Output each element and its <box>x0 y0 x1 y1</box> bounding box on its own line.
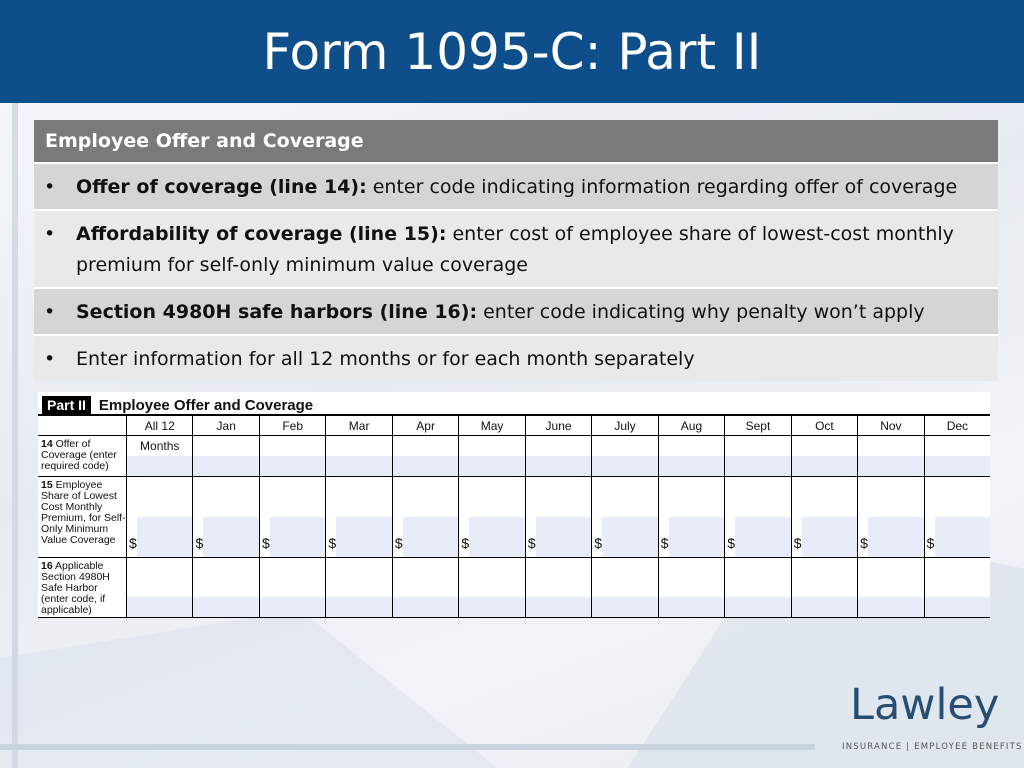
form-cell-fill <box>459 597 524 617</box>
form-cell <box>924 436 990 476</box>
form-cell <box>325 436 391 476</box>
form-cell-fill <box>260 456 325 476</box>
form-cell <box>658 436 724 476</box>
form-cell <box>724 558 790 617</box>
grid-column-header: Mar <box>325 416 391 435</box>
form-cell-fill <box>526 456 591 476</box>
footer-line <box>0 744 815 750</box>
part-title: Employee Offer and Coverage <box>98 396 314 414</box>
form-cell-fill <box>393 597 458 617</box>
bullet-bold-text: Section 4980H safe harbors (line 16): <box>76 301 478 323</box>
bullet-text <box>76 297 986 328</box>
grid-column-header: May <box>458 416 524 435</box>
form-cell <box>458 436 524 476</box>
dollar-sign: $ <box>660 535 669 551</box>
form-cell-fill <box>858 456 923 476</box>
form-cell-fill <box>326 597 391 617</box>
dollar-sign: $ <box>860 535 868 551</box>
form-cell <box>525 558 591 617</box>
bullet-row <box>34 287 998 334</box>
form-cell-fill <box>193 597 258 617</box>
form-cell-fill <box>725 456 790 476</box>
form-cell <box>259 558 325 617</box>
form-cell-fill <box>725 597 790 617</box>
bullet-bold-text: Affordability of coverage (line 15): <box>76 223 447 245</box>
bullet-table <box>34 120 998 381</box>
row-number: 15 <box>41 479 53 491</box>
form-cell <box>192 477 258 557</box>
form-cell-fill <box>802 517 857 557</box>
form-cell-fill <box>536 517 591 557</box>
dollar-sign: $ <box>793 535 802 551</box>
form-cell-fill <box>270 517 325 557</box>
dollar-sign: $ <box>527 535 536 551</box>
form-cell <box>724 436 790 476</box>
grid-header-label <box>38 416 126 435</box>
form-row-line-14 <box>38 436 990 477</box>
form-cell-fill <box>403 517 458 557</box>
form-cell <box>259 436 325 476</box>
form-cell <box>791 436 857 476</box>
grid-column-header: June <box>525 416 591 435</box>
bullet-dot: • <box>44 176 56 198</box>
grid-column-header: All 12 Months <box>126 416 192 435</box>
form-grid <box>38 414 990 618</box>
dollar-sign: $ <box>328 535 337 551</box>
bullet-text <box>76 344 986 375</box>
form-cell <box>724 477 790 557</box>
form-cell-fill <box>592 456 657 476</box>
form-cell-fill <box>393 456 458 476</box>
form-cell <box>791 558 857 617</box>
bullet-row <box>34 334 998 381</box>
form-cell-fill <box>326 456 391 476</box>
form-cell <box>126 477 192 557</box>
grid-column-header: Feb <box>259 416 325 435</box>
form-cell <box>126 558 192 617</box>
form-cell-fill <box>858 597 923 617</box>
form-cell <box>325 477 391 557</box>
form-cell <box>857 477 923 557</box>
form-cell <box>126 436 192 476</box>
form-cell <box>525 436 591 476</box>
dollar-sign: $ <box>129 535 137 551</box>
bullet-text <box>76 219 986 281</box>
dollar-sign: $ <box>195 535 204 551</box>
form-cell <box>192 558 258 617</box>
form-cell <box>591 558 657 617</box>
form-cell <box>658 558 724 617</box>
background-line <box>12 100 18 768</box>
form-cell-fill <box>526 597 591 617</box>
form-cell-fill <box>925 597 990 617</box>
form-cell-fill <box>669 517 724 557</box>
bullet-table-header: Employee Offer and Coverage <box>34 120 998 162</box>
form-cell <box>458 558 524 617</box>
logo-tagline: INSURANCE | EMPLOYEE BENEFITS <box>842 742 1023 752</box>
bullet-body-text: Enter information for all 12 months or for each month separately <box>76 348 695 370</box>
form-cell-fill <box>602 517 657 557</box>
form-cell-fill <box>127 597 192 617</box>
form-cell-fill <box>469 517 524 557</box>
dollar-sign: $ <box>461 535 470 551</box>
form-cell-fill <box>925 456 990 476</box>
part-badge: Part II <box>42 396 91 414</box>
grid-column-header: Aug <box>658 416 724 435</box>
form-cell <box>392 477 458 557</box>
row-label <box>38 477 126 557</box>
grid-column-header: July <box>591 416 657 435</box>
row-number: 14 <box>41 438 53 450</box>
form-cell-fill <box>203 517 258 557</box>
form-cell <box>857 436 923 476</box>
form-row-line-15 <box>38 477 990 558</box>
form-cell <box>259 477 325 557</box>
row-number: 16 <box>41 560 53 572</box>
form-cell-fill <box>792 597 857 617</box>
bullet-row <box>34 162 998 209</box>
grid-column-header: Jan <box>192 416 258 435</box>
form-cell <box>525 477 591 557</box>
form-cell-fill <box>735 517 790 557</box>
lawley-logo <box>842 680 1022 760</box>
grid-column-header: Sept <box>724 416 790 435</box>
form-cell-fill <box>592 597 657 617</box>
form-cell <box>591 477 657 557</box>
form-cell <box>325 558 391 617</box>
bullet-dot: • <box>44 301 56 323</box>
form-row-line-16 <box>38 558 990 618</box>
form-cell <box>392 436 458 476</box>
bullet-text <box>76 172 986 203</box>
bullet-body-text: enter code indicating why penalty won’t apply <box>477 301 925 323</box>
bullet-row <box>34 209 998 287</box>
form-cell-fill <box>792 456 857 476</box>
grid-column-header: Nov <box>857 416 923 435</box>
form-cell-fill <box>935 517 990 557</box>
dollar-sign: $ <box>594 535 603 551</box>
form-cell <box>857 558 923 617</box>
bullet-body-text: enter code indicating information regarding offer of coverage <box>366 176 958 198</box>
form-cell <box>458 477 524 557</box>
form-cell-fill <box>336 517 391 557</box>
bullet-dot: • <box>44 348 56 370</box>
bullet-dot: • <box>44 223 56 245</box>
form-cell-fill <box>260 597 325 617</box>
form-1095c-part2-image <box>38 392 990 618</box>
row-label-text: Applicable Section 4980H Safe Harbor (enter code, if applicable) <box>41 560 110 616</box>
form-cell <box>658 477 724 557</box>
grid-column-header: Oct <box>791 416 857 435</box>
row-label-text: Offer of Coverage (enter required code) <box>41 438 117 472</box>
form-cell-fill <box>659 597 724 617</box>
form-cell <box>924 477 990 557</box>
grid-column-header: Dec <box>924 416 990 435</box>
form-cell <box>192 436 258 476</box>
dollar-sign: $ <box>926 535 935 551</box>
dollar-sign: $ <box>394 535 403 551</box>
logo-name: Lawley <box>850 680 1000 730</box>
bullet-body-text: enter cost of employee share of lowest-cost monthly premium for self-only minimum value coverage <box>76 223 954 276</box>
form-cell-fill <box>193 456 258 476</box>
dollar-sign: $ <box>727 535 736 551</box>
row-label-text: Employee Share of Lowest Cost Monthly Premium, for Self-Only Minimum Value Coverage <box>41 479 126 546</box>
title-bar <box>0 0 1024 103</box>
form-cell-fill <box>868 517 923 557</box>
form-cell <box>392 558 458 617</box>
form-cell-fill <box>127 456 192 476</box>
slide-title: Form 1095-C: Part II <box>262 22 762 81</box>
form-cell-fill <box>137 517 192 557</box>
row-label <box>38 436 126 476</box>
grid-column-header: Apr <box>392 416 458 435</box>
form-cell <box>591 436 657 476</box>
bullet-bold-text: Offer of coverage (line 14): <box>76 176 367 198</box>
form-cell <box>791 477 857 557</box>
form-cell-fill <box>659 456 724 476</box>
form-cell <box>924 558 990 617</box>
row-label <box>38 558 126 617</box>
form-cell-fill <box>459 456 524 476</box>
dollar-sign: $ <box>261 535 270 551</box>
form-part-title <box>42 395 313 415</box>
